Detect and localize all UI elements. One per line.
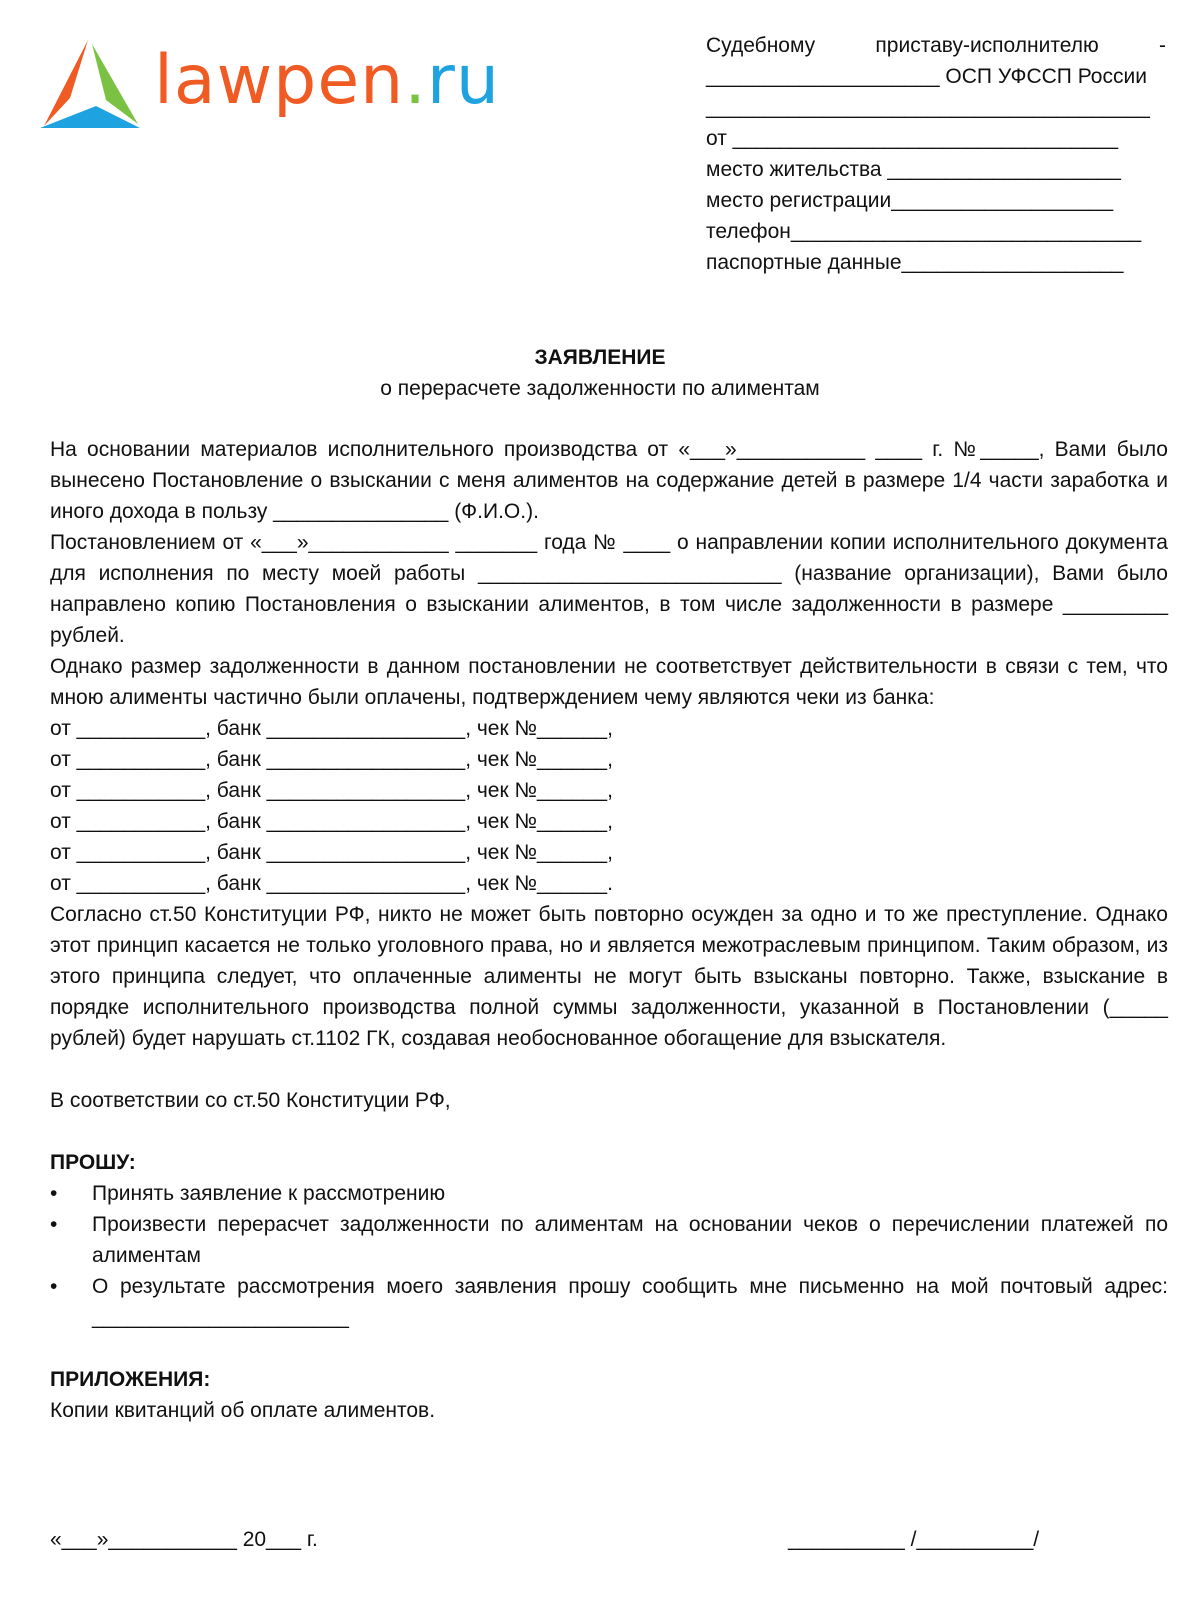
sender-registration: место регистрации___________________ (706, 189, 1114, 212)
addressee-block (706, 30, 1166, 278)
request-heading: ПРОШУ: (50, 1151, 136, 1174)
addressee-line-1 (706, 30, 1166, 61)
sender-phone: телефон______________________________ (706, 220, 1142, 243)
request-text: О результате рассмотрения моего заявления прошу сообщить мне письменно на мой почтовый адрес: ______________________ (92, 1275, 1168, 1329)
addressee-word: приставу-исполнителю (875, 34, 1099, 57)
site-logo (36, 36, 506, 136)
document-title (0, 342, 1200, 404)
addressee-word: Судебному (706, 34, 816, 57)
request-text: Принять заявление к рассмотрению (92, 1182, 446, 1205)
title-main: ЗАЯВЛЕНИЕ (534, 346, 666, 369)
list-item (50, 1178, 1168, 1209)
receipt-line: от ___________, банк _________________, чек №______, (50, 810, 613, 833)
receipt-line: от ___________, банк _________________, чек №______. (50, 872, 613, 895)
logo-wordmark: lawpen.ru (154, 41, 500, 120)
attachments-text: Копии квитанций об оплате алиментов. (50, 1399, 436, 1422)
bullet-icon: • (50, 1182, 58, 1205)
logo-triangle-icon (36, 36, 146, 132)
sender-name: от _________________________________ (706, 127, 1119, 150)
spacer (50, 1333, 1168, 1364)
paragraph-resolution: Постановлением от «___»____________ _______ года № ____ о направлении копии исполнительного документа для исполнения по месту моей работы __________________________ (название организации), Вами было направлено копию Постановления о взыскании алиментов, в том числе задолженности в размере _________ рублей. (50, 531, 1168, 647)
paragraph-discrepancy: Однако размер задолженности в данном постановлении не соответствует действительности в связи с тем, что мною алименты частично были оплачены, подтверждением чему являются чеки из банка: (50, 655, 1168, 709)
receipt-line: от ___________, банк _________________, чек №______, (50, 779, 613, 802)
bullet-icon: • (50, 1275, 58, 1298)
paragraph-basis: На основании материалов исполнительного производства от «___»___________ ____ г. №_____, Вами было вынесено Постановление о взыскании с меня алиментов на содержание детей в размере 1/4 части заработка и иного дохода в пользу _______________ (Ф.И.О.). (50, 438, 1168, 523)
request-text: Произвести перерасчет задолженности по алиментам на основании чеков о перечислении платежей по алиментам (92, 1213, 1168, 1267)
spacer (50, 1054, 1168, 1085)
sender-passport: паспортные данные___________________ (706, 251, 1124, 274)
receipt-line: от ___________, банк _________________, чек №______, (50, 717, 613, 740)
attachments-heading: ПРИЛОЖЕНИЯ: (50, 1368, 211, 1391)
title-subtitle: о перерасчете задолженности по алиментам (380, 377, 820, 400)
addressee-dash: - (1159, 34, 1166, 57)
receipt-line: от ___________, банк _________________, чек №______, (50, 841, 613, 864)
paragraph-legal-basis: Согласно ст.50 Конституции РФ, никто не может быть повторно осужден за одно и то же преступление. Однако этот принцип касается не только уголовного права, но и является межотраслевым принципом. Таким образом, из этого принципа следует, что оплаченные алименты не могут быть взысканы повторно. Также, взыскание в порядке исполнительного производства полной суммы задолженности, указанной в Постановлении (_____ рублей) будет нарушать ст.1102 ГК, создавая необоснованное обогащение для взыскателя. (50, 903, 1168, 1050)
signature-line: __________ /__________/ (788, 1528, 1040, 1551)
receipt-line: от ___________, банк _________________, чек №______, (50, 748, 613, 771)
spacer (50, 1116, 1168, 1147)
bullet-icon: • (50, 1213, 58, 1236)
date-line: «___»___________ 20___ г. (50, 1528, 318, 1551)
addressee-department: ____________________ ОСП УФССП России (706, 65, 1147, 88)
paragraph-constitution: В соответствии со ст.50 Конституции РФ, (50, 1089, 451, 1112)
addressee-blank-line: ______________________________________ (706, 96, 1150, 119)
list-item (50, 1271, 1168, 1333)
list-item (50, 1209, 1168, 1271)
document-body (50, 434, 1168, 1426)
request-list (50, 1178, 1168, 1333)
sender-residence: место жительства ____________________ (706, 158, 1121, 181)
